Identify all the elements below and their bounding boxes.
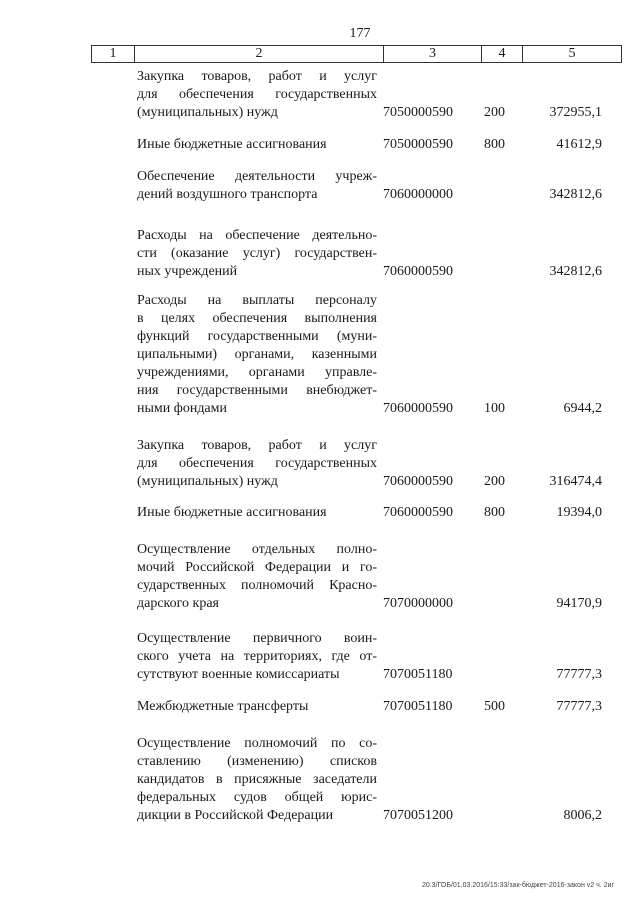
- row-name: [137, 227, 377, 281]
- row-name-line: сти (оказание услуг) государствен-: [137, 246, 377, 261]
- row-name: [137, 437, 377, 491]
- row-name-line: мочий Российской Федерации и го-: [137, 560, 377, 575]
- footer-note: 20.3/ГОБ/01.03.2016/15:33/зак-бюджет-2016-закон v2 ч. 2иг: [421, 882, 614, 889]
- row-name-line: ставлению (изменению) списков: [137, 754, 377, 769]
- row-name-line: Расходы на выплаты персоналу: [137, 293, 377, 308]
- row-name: [137, 504, 377, 522]
- row-expense-type: 200: [484, 105, 505, 120]
- row-expense-type: 500: [484, 699, 505, 714]
- row-name-line: Иные бюджетные ассигнования: [137, 505, 327, 520]
- table-row: [0, 735, 640, 825]
- row-name-line: дикции в Российской Федерации: [137, 808, 334, 823]
- table-row: [0, 68, 640, 122]
- row-code: 7070051180: [383, 667, 453, 682]
- row-name-line: ния государственными внебюджет-: [137, 383, 377, 398]
- row-amount: 77777,3: [556, 667, 602, 682]
- row-name: [137, 630, 377, 684]
- row-name-line: Осуществление первичного воин-: [137, 631, 377, 646]
- row-code: 7070000000: [383, 596, 453, 611]
- row-expense-type: 100: [484, 401, 505, 416]
- row-name: [137, 136, 377, 154]
- row-amount: 77777,3: [556, 699, 602, 714]
- row-name-line: ными фондами: [137, 401, 228, 416]
- row-name: [137, 292, 377, 418]
- row-name-line: учреждениями, органами управле-: [137, 365, 377, 380]
- header-col-3: 3: [384, 46, 482, 63]
- header-col-1: 1: [92, 46, 135, 63]
- row-code: 7060000590: [383, 474, 453, 489]
- table-row: [0, 541, 640, 613]
- row-name-line: Осуществление полномочий по со-: [137, 736, 377, 751]
- row-name-line: Иные бюджетные ассигнования: [137, 137, 327, 152]
- table-row: [0, 227, 640, 281]
- row-code: 7060000590: [383, 401, 453, 416]
- row-amount: 342812,6: [549, 264, 602, 279]
- row-expense-type: 800: [484, 505, 505, 520]
- header-col-2: 2: [135, 46, 384, 63]
- row-amount: 6944,2: [563, 401, 602, 416]
- row-name-line: ципальными) органами, казенными: [137, 347, 377, 362]
- row-name: [137, 168, 377, 204]
- row-amount: 342812,6: [549, 187, 602, 202]
- row-code: 7050000590: [383, 137, 453, 152]
- row-code: 7050000590: [383, 105, 453, 120]
- row-code: 7070051200: [383, 808, 453, 823]
- row-name-line: в целях обеспечения выполнения: [137, 311, 377, 326]
- row-name-line: Закупка товаров, работ и услуг: [137, 69, 377, 84]
- row-name-line: Расходы на обеспечение деятельно-: [137, 228, 377, 243]
- row-name-line: для обеспечения государственных: [137, 87, 377, 102]
- row-name: [137, 68, 377, 122]
- row-name-line: Закупка товаров, работ и услуг: [137, 438, 377, 453]
- row-name-line: Осуществление отдельных полно-: [137, 542, 377, 557]
- row-code: 7060000590: [383, 264, 453, 279]
- row-code: 7060000000: [383, 187, 453, 202]
- table-row: [0, 504, 640, 522]
- header-col-4: 4: [482, 46, 523, 63]
- row-name-line: (муниципальных) нужд: [137, 105, 278, 120]
- table-row: [0, 168, 640, 204]
- row-code: 7060000590: [383, 505, 453, 520]
- row-expense-type: 800: [484, 137, 505, 152]
- row-amount: 41612,9: [556, 137, 602, 152]
- table-row: [0, 630, 640, 684]
- row-name-line: Обеспечение деятельности учреж-: [137, 169, 377, 184]
- row-name-line: дарского края: [137, 596, 219, 611]
- row-name-line: сударственных полномочий Красно-: [137, 578, 377, 593]
- table-row: [0, 292, 640, 418]
- row-name-line: (муниципальных) нужд: [137, 474, 278, 489]
- row-amount: 19394,0: [556, 505, 602, 520]
- row-name: [137, 698, 377, 716]
- row-name-line: Межбюджетные трансферты: [137, 699, 309, 714]
- table-header: [91, 45, 622, 63]
- row-name-line: федеральных судов общей юрис-: [137, 790, 377, 805]
- header-col-5: 5: [523, 46, 622, 63]
- row-name: [137, 541, 377, 613]
- row-amount: 316474,4: [549, 474, 602, 489]
- table-row: [0, 437, 640, 491]
- row-name: [137, 735, 377, 825]
- row-amount: 8006,2: [563, 808, 602, 823]
- row-name-line: сутствуют военные комиссариаты: [137, 667, 340, 682]
- row-name-line: функций государственными (муни-: [137, 329, 377, 344]
- row-expense-type: 200: [484, 474, 505, 489]
- row-amount: 372955,1: [549, 105, 602, 120]
- table-row: [0, 136, 640, 154]
- row-code: 7070051180: [383, 699, 453, 714]
- row-name-line: ных учреждений: [137, 264, 238, 279]
- row-amount: 94170,9: [556, 596, 602, 611]
- row-name-line: дений воздушного транспорта: [137, 187, 318, 202]
- row-name-line: для обеспечения государственных: [137, 456, 377, 471]
- row-name-line: кандидатов в присяжные заседатели: [137, 772, 377, 787]
- row-name-line: ского учета на территориях, где от-: [137, 649, 377, 664]
- table-row: [0, 698, 640, 716]
- page-number: 177: [349, 26, 371, 41]
